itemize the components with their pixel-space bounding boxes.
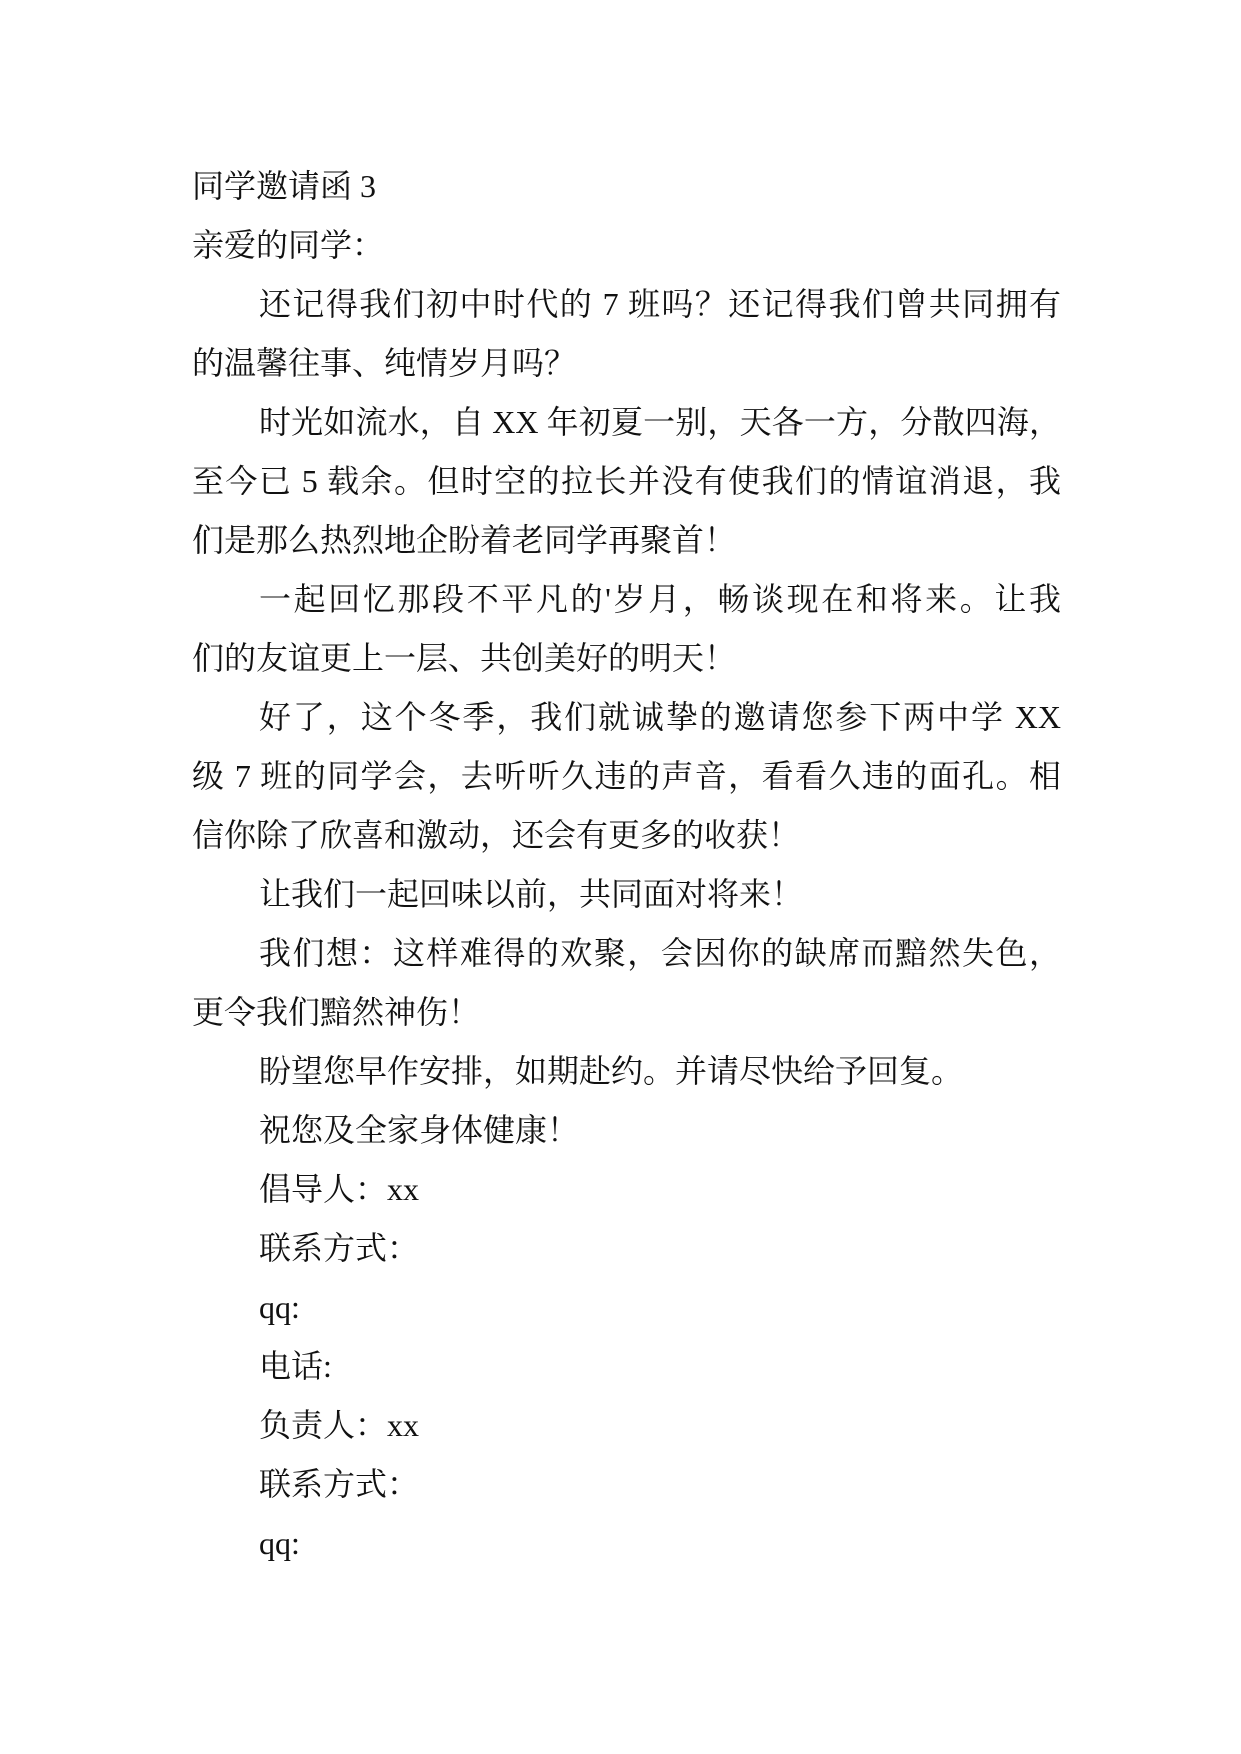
document-body	[192, 157, 1061, 1573]
paragraph-line: 信你除了欣喜和激动，还会有更多的收获！	[192, 817, 801, 853]
paragraph-line: 让我们一起回味以前，共同面对将来！	[259, 876, 804, 912]
person-in-charge-line: 负责人：xx	[259, 1407, 420, 1443]
organizer-block	[192, 1160, 1061, 1573]
paragraph	[192, 570, 1061, 688]
paragraph-line: 好了，这个冬季，我们就诚挚的邀请您参下两中学 XX	[259, 699, 1061, 735]
salutation: 亲爱的同学：	[192, 227, 385, 263]
paragraph	[192, 393, 1061, 570]
paragraph-line: 我们想：这样难得的欢聚，会因你的缺席而黯然失色，	[259, 935, 1061, 971]
phone-label: 电话:	[259, 1348, 332, 1384]
paragraph	[192, 865, 1061, 924]
closing-wish	[192, 1101, 1061, 1160]
paragraph-line: 至今已 5 载余。但时空的拉长并没有使我们的情谊消退，我	[192, 463, 1061, 499]
paragraph-line: 还记得我们初中时代的 7 班吗？还记得我们曾共同拥有	[259, 286, 1061, 322]
contact-method-label: 联系方式：	[259, 1466, 420, 1502]
document-title: 同学邀请函 3	[192, 168, 377, 204]
paragraph-line: 们是那么热烈地企盼着老同学再聚首！	[192, 522, 737, 558]
paragraph	[192, 924, 1061, 1042]
paragraph-line: 时光如流水，自 XX 年初夏一别，天各一方，分散四海，	[259, 404, 1061, 440]
paragraph-line: 祝您及全家身体健康！	[259, 1112, 580, 1148]
paragraph-line: 的温馨往事、纯情岁月吗？	[192, 345, 577, 381]
paragraph	[192, 688, 1061, 865]
paragraph-line: 级 7 班的同学会，去听听久违的声音，看看久违的面孔。相	[192, 758, 1061, 794]
initiator-line: 倡导人：xx	[259, 1171, 420, 1207]
paragraph-line: 更令我们黯然神伤！	[192, 994, 481, 1030]
paragraph-line: 一起回忆那段不平凡的'岁月，畅谈现在和将来。让我	[259, 581, 1061, 617]
paragraph-line: 们的友谊更上一层、共创美好的明天！	[192, 640, 737, 676]
paragraph	[192, 1042, 1061, 1101]
paragraph	[192, 275, 1061, 393]
qq-label: qq:	[259, 1289, 300, 1325]
qq-label: qq:	[259, 1525, 300, 1561]
contact-method-label: 联系方式：	[259, 1230, 420, 1266]
paragraph-line: 盼望您早作安排，如期赴约。并请尽快给予回复。	[259, 1053, 964, 1089]
